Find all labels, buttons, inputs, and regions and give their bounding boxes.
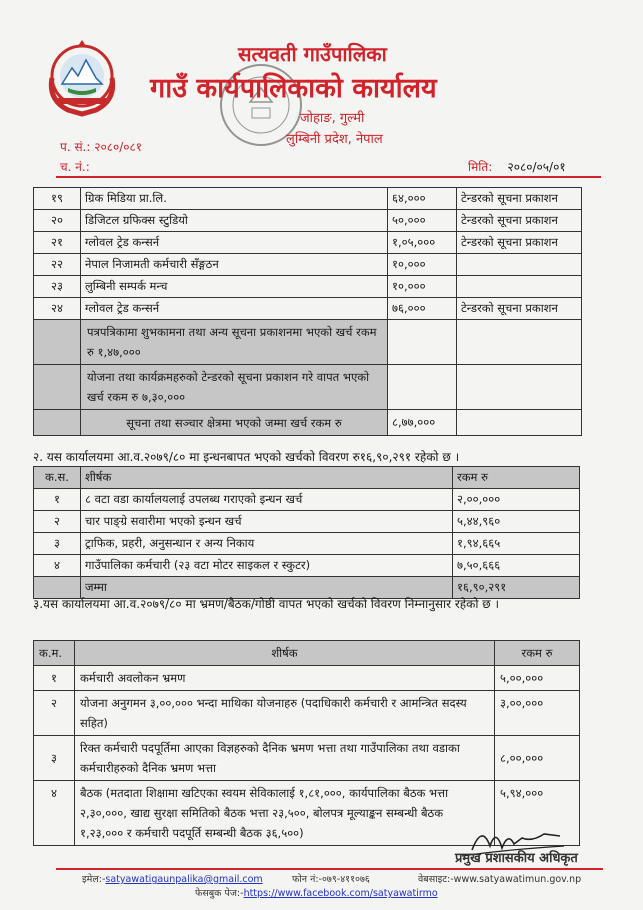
row-amount: १,०५,०००: [388, 232, 457, 254]
col-header-sn: क.म.: [34, 641, 75, 666]
row-title: ८ वटा वडा कार्यालयलाई उपलब्ध गराएको इन्धन खर्च: [81, 489, 453, 511]
travel-expense-table: [33, 640, 580, 846]
table-header: [34, 641, 580, 666]
date-value: २०८०/०५/०१: [507, 160, 566, 174]
row-name: नेपाल निजामती कर्मचारी सँङ्गठन: [81, 254, 388, 276]
row-name: ग्लोवल ट्रेड कन्सर्न: [81, 298, 388, 320]
row-serial: ४: [34, 781, 75, 846]
row-title: चार पाङ्ग्रे सवारीमा भएको इन्धन खर्च: [81, 511, 453, 533]
table-row: [34, 489, 580, 511]
row-serial: ४: [34, 555, 81, 577]
summary-amount: ८,७७,०००: [388, 410, 457, 436]
table-row: [34, 691, 580, 736]
row-amount: १०,०००: [388, 254, 457, 276]
fuel-expense-table: [33, 466, 580, 599]
row-remark: टेन्डरको सूचना प्रकाशन: [457, 188, 582, 210]
table-row: [34, 511, 580, 533]
facebook-label: फेसबुक पेज:-: [195, 888, 244, 899]
summary-row: [34, 365, 582, 410]
row-amount: ५,४४,९६०: [453, 511, 580, 533]
website-label: वेबसाइट:-: [418, 874, 454, 885]
section3-text: ३.यस कार्यालयमा आ.व.२०७९/८० मा भ्रमण/बैठक/गोष्ठी वापत भएको खर्चको विवरण निम्नानुसार रहेको छ ।: [33, 597, 500, 611]
reference-number: प. सं.: २०८०/०८१: [60, 140, 142, 154]
table-row: [34, 276, 582, 298]
row-serial: १: [34, 666, 75, 691]
total-amount: १६,९०,२९१: [453, 577, 580, 599]
row-serial: २१: [34, 232, 81, 254]
table-row: [34, 188, 582, 210]
row-remark: [457, 254, 582, 276]
summary-text: पत्रपत्रिकामा शुभकामना तथा अन्य सूचना प्रकाशनमा भएको खर्च रकम रु १,४७,०००: [81, 320, 388, 365]
summary-row: [34, 320, 582, 365]
row-name: डिजिटल ग्रफिक्स स्टुडियो: [81, 210, 388, 232]
signatory-title: प्रमुख प्रशासकीय अधिकृत: [455, 851, 578, 866]
row-serial: २४: [34, 298, 81, 320]
row-remark: टेन्डरको सूचना प्रकाशन: [457, 210, 582, 232]
row-title: गाउँपालिका कर्मचारी (२३ वटा मोटर साइकल र स्कुटर): [81, 555, 453, 577]
address-line2: लुम्बिनी प्रदेश, नेपाल: [286, 132, 383, 147]
summary-row: [34, 410, 582, 436]
col-header-sn: क.स.: [34, 467, 81, 489]
row-remark: टेन्डरको सूचना प्रकाशन: [457, 298, 582, 320]
col-header-title: शीर्षक: [81, 467, 453, 489]
footer-divider: [56, 868, 603, 870]
table-row: [34, 210, 582, 232]
row-serial: ३: [34, 736, 75, 781]
row-title: योजना अनुगमन ३,००,००० भन्दा माथिका योजनाहरु (पदाधिकारी कर्मचारी र आमन्त्रित सदस्य सहित): [75, 691, 495, 736]
row-title: ट्राफिक, प्रहरी, अनुसन्धान र अन्य निकाय: [81, 533, 453, 555]
table-header: [34, 467, 580, 489]
facebook-link[interactable]: https://www.facebook.com/satyawatirmo: [243, 888, 438, 899]
row-remark: टेन्डरको सूचना प्रकाशन: [457, 232, 582, 254]
nepal-emblem-icon: [38, 38, 126, 118]
row-title: बैठक (मतदाता शिक्षामा खटिएका स्वयम सेविकालाई १,८१,०००, कार्यपालिका बैठक भत्ता २,३०,०००, खाद्य सुरक्षा समितिको बैठक भत्ता २३,५००, बोलपत्र मूल्याङ्कन सम्बन्धी बैठक १,२३,००० र कर्मचारी पदपूर्ति सम्बन्धी बैठक ३६,५००): [75, 781, 495, 846]
table-row: [34, 298, 582, 320]
row-serial: १९: [34, 188, 81, 210]
website-link[interactable]: www.satyawatimun.gov.np: [453, 874, 582, 885]
municipality-name: सत्यवती गाउँपालिका: [238, 42, 387, 66]
date-label: मिति:: [468, 160, 493, 174]
address-line1: जोहाङ, गुल्मी: [300, 111, 365, 126]
email-link[interactable]: satyawatigaunpalika@gmail.com: [105, 874, 263, 885]
row-serial: २२: [34, 254, 81, 276]
row-amount: ६४,०००: [388, 188, 457, 210]
row-amount: ३,००,०००: [495, 691, 580, 736]
col-header-amount: रकम रु: [453, 467, 580, 489]
summary-text: सूचना तथा सञ्चार क्षेत्रमा भएको जम्मा खर्च रकम रु: [81, 410, 388, 436]
row-serial: १: [34, 489, 81, 511]
email-label: इमेल:-: [82, 874, 106, 885]
row-serial: २: [34, 691, 75, 736]
letter-date: [468, 158, 566, 175]
footer-facebook: [195, 886, 438, 899]
row-amount: ७,५०,६६६: [453, 555, 580, 577]
table-row: [34, 232, 582, 254]
row-amount: ५०,०००: [388, 210, 457, 232]
col-header-amount: रकम रु: [495, 641, 580, 666]
summary-text: योजना तथा कार्यक्रमहरुको टेन्डरको सूचना प्रकाशन गरे वापत भएको खर्च रकम रु ७,३०,०००: [81, 365, 388, 410]
table-row: [34, 555, 580, 577]
row-amount: ५,००,०००: [495, 666, 580, 691]
row-serial: २: [34, 511, 81, 533]
section2-text: २. यस कार्यालयमा आ.व.२०७९/८० मा इन्धनबापत भएको खर्चको विवरण रु१६,९०,२९१ रहेको छ ।: [33, 450, 460, 464]
col-header-title: शीर्षक: [75, 641, 495, 666]
row-serial: २०: [34, 210, 81, 232]
table-row: [34, 533, 580, 555]
row-serial: २३: [34, 276, 81, 298]
row-title: कर्मचारी अवलोकन भ्रमण: [75, 666, 495, 691]
dispatch-number: च. नं.:: [60, 160, 90, 174]
row-title: रिक्त कर्मचारी पदपूर्तिमा आएका विज्ञहरुको दैनिक भ्रमण भत्ता तथा गाउँपालिका तथा वडाका कर्मचारीहरुको दैनिक भ्रमण भत्ता: [75, 736, 495, 781]
row-remark: [457, 276, 582, 298]
row-amount: २,००,०००: [453, 489, 580, 511]
row-amount: ७६,०००: [388, 298, 457, 320]
row-name: लुम्बिनी सम्पर्क मन्च: [81, 276, 388, 298]
table-row: [34, 736, 580, 781]
row-amount: ८,००,०००: [495, 736, 580, 781]
footer-website: [418, 872, 581, 885]
table-row: [34, 254, 582, 276]
row-amount: १,९४,६६५: [453, 533, 580, 555]
media-expense-table: [33, 187, 582, 436]
row-amount: १०,०००: [388, 276, 457, 298]
row-amount: ५,९४,०००: [495, 781, 580, 846]
header-divider: [56, 176, 601, 178]
office-name: गाउँ कार्यपालिकाको कार्यालय: [150, 73, 437, 104]
total-label: जम्मा: [81, 577, 453, 599]
footer-email: [82, 872, 263, 885]
footer-phone: फोन नं:-०७९-४११०७६: [292, 874, 370, 885]
table-row: [34, 666, 580, 691]
row-name: ग्रिक मिडिया प्रा.लि.: [81, 188, 388, 210]
row-name: ग्लोवल ट्रेड कन्सर्न: [81, 232, 388, 254]
row-serial: ३: [34, 533, 81, 555]
